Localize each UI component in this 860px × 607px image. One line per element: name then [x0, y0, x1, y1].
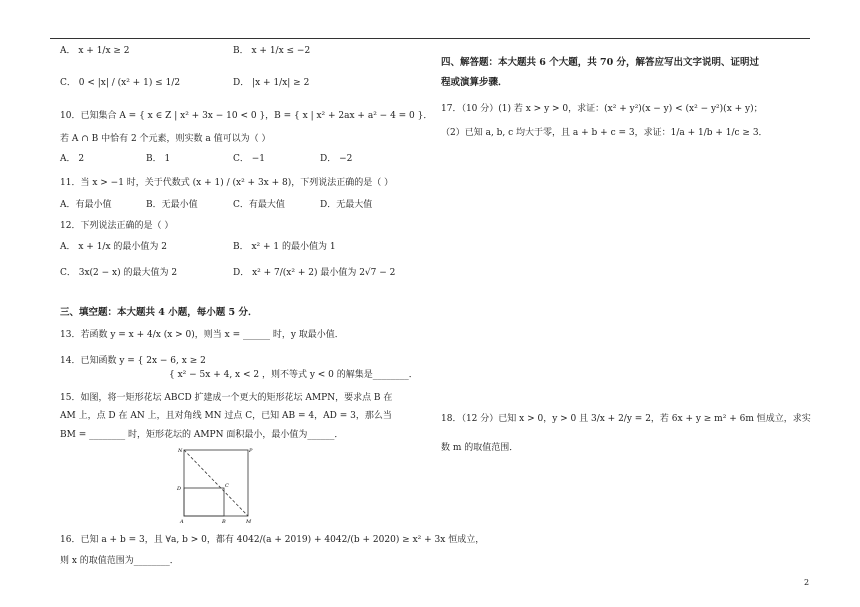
top-rule	[50, 38, 810, 39]
q18-stem-1: 18．（12 分）已知 x > 0，y > 0 且 3/x + 2/y = 2，若 6x + y ≥ m² + 6m 恒成立，求实	[441, 414, 811, 424]
q11-stem: 11．当 x > −1 时，关于代数式 (x + 1) / (x² + 3x + 8)，下列说法正确的是（ ）	[60, 178, 394, 188]
q15-stem-3: BM = ________ 时，矩形花坛的 AMPN 面积最小，最小值为______．	[60, 430, 344, 440]
q14-stem-2: { x² − 5x + 4, x < 2 ，则不等式 y < 0 的解集是________．	[169, 370, 418, 380]
q12-option-d: D． x² + 7/(x² + 2) 最小值为 2√7 − 2	[233, 268, 396, 278]
q12-option-c: C． 3x(2 − x) 的最大值为 2	[60, 268, 178, 278]
q16-stem-2: 则 x 的取值范围为________．	[60, 556, 179, 566]
q10-option-a: A． 2	[60, 154, 85, 164]
q9-option-d: D． |x + 1/x| ≥ 2	[233, 78, 310, 88]
q12-option-a: A． x + 1/x 的最小值为 2	[60, 242, 167, 252]
q11-option-b: B．无最小值	[146, 200, 198, 210]
rectangle-figure	[176, 446, 256, 524]
label-d: D	[177, 486, 182, 492]
q10-option-b: B． 1	[146, 154, 171, 164]
q17-part-2: （2）已知 a, b, c 均大于零，且 a + b + c = 3，求证：1/a + 1/b + 1/c ≥ 3．	[441, 128, 768, 138]
q9-option-b: B． x + 1/x ≤ −2	[233, 46, 311, 56]
label-b: B	[222, 519, 226, 524]
q14-stem: 14．已知函数 y = { 2x − 6, x ≥ 2	[60, 356, 206, 366]
section-4-title: 四、解答题：本大题共 6 个大题，共 70 分，解答应写出文字说明、证明过	[441, 57, 760, 68]
q12-option-b: B． x² + 1 的最小值为 1	[233, 242, 336, 252]
q9-option-c: C． 0 < |x| / (x² + 1) ≤ 1/2	[60, 78, 181, 88]
label-c: C	[225, 483, 229, 489]
q16-stem-1: 16．已知 a + b = 3，且 ∀a, b > 0，都有 4042/(a + 2019) + 4042/(b + 2020) ≥ x² + 3x 恒成立，	[60, 535, 485, 545]
q11-option-a: A．有最小值	[60, 200, 112, 210]
q11-option-d: D．无最大值	[320, 200, 373, 210]
q17-part-1: 17．（10 分）(1) 若 x > y > 0，求证：(x² + y²)(x − y) < (x² − y²)(x + y)；	[441, 104, 763, 114]
q10-stem-2: 若 A ∩ B 中恰有 2 个元素，则实数 a 值可以为（ ）	[60, 134, 271, 144]
q18-stem-2: 数 m 的取值范围．	[441, 443, 519, 453]
diagonal-mn	[184, 450, 248, 516]
q9-option-a: A． x + 1/x ≥ 2	[60, 46, 130, 56]
label-m: M	[246, 519, 252, 524]
page-number: 2	[804, 578, 810, 587]
label-p: P	[249, 448, 253, 454]
q12-stem: 12．下列说法正确的是（ ）	[60, 221, 174, 231]
q10-option-c: C． −1	[233, 154, 266, 164]
q13-stem: 13．若函数 y = x + 4/x (x > 0)，则当 x = ______ 时，y 取最小值．	[60, 330, 344, 340]
q10-option-d: D． −2	[320, 154, 353, 164]
label-a: A	[180, 519, 184, 524]
q10-stem: 10．已知集合 A = { x ∈ Z | x² + 3x − 10 < 0 }，B = { x | x² + 2ax + a² − 4 = 0 }．	[60, 111, 433, 121]
q11-option-c: C．有最大值	[233, 200, 285, 210]
section-4-title-2: 程或演算步骤．	[441, 77, 508, 88]
label-n: N	[178, 448, 183, 454]
section-3-title: 三、填空题：本大题共 4 小题，每小题 5 分．	[60, 307, 258, 318]
inner-rectangle-abcd	[184, 488, 224, 516]
q15-stem-1: 15．如图，将一矩形花坛 ABCD 扩建成一个更大的矩形花坛 AMPN，要求点 B 在	[60, 393, 393, 403]
q15-stem-2: AM 上，点 D 在 AN 上，且对角线 MN 过点 C，已知 AB = 4，AD = 3，那么当	[60, 411, 392, 421]
